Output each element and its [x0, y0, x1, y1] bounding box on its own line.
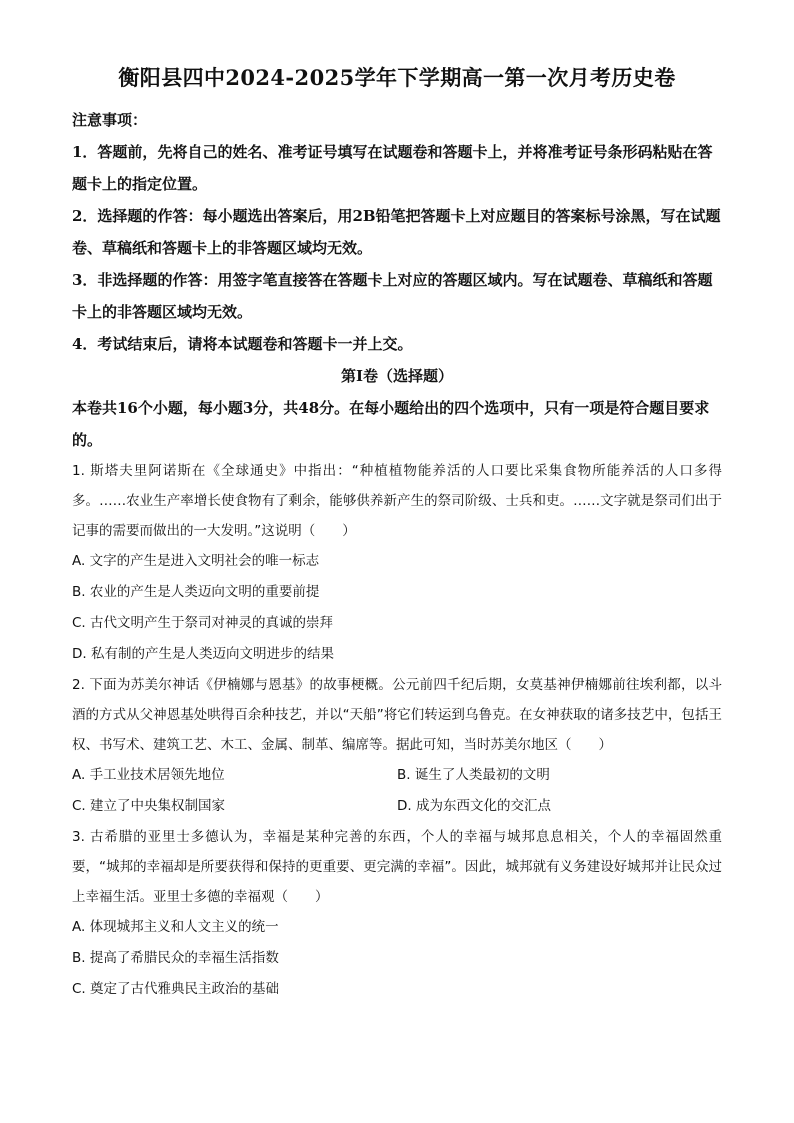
notice-item-1: 1．答题前，先将自己的姓名、准考证号填写在试题卷和答题卡上，并将准考证号条形码粘贴在答题卡上的指定位置。: [72, 143, 713, 193]
question-2: [72, 670, 722, 822]
option-d: D. 私有制的产生是人类迈向文明进步的结果: [72, 646, 334, 662]
option-c: C. 建立了中央集权制国家: [72, 798, 226, 814]
option-c: C. 古代文明产生于祭司对神灵的真诚的崇拜: [72, 615, 334, 631]
option-row: [72, 791, 722, 822]
option-row: [72, 760, 722, 791]
question-stem: 3. 古希腊的亚里士多德认为，幸福是某种完善的东西，个人的幸福与城邦息息相关，个人的幸福固然重要，“城邦的幸福却是所要获得和保持的更重要、更完满的幸福”。因此，城邦就有义务建设好城邦并让民众过上幸福生活。亚里士多德的幸福观（ ）: [72, 829, 722, 905]
option-b: B. 提高了希腊民众的幸福生活指数: [72, 950, 279, 966]
notice-heading: 注意事项：: [72, 111, 148, 129]
notice-item-2: 2．选择题的作答：每小题选出答案后，用2B铅笔把答题卡上对应题目的答案标号涂黑，写在试题卷、草稿纸和答题卡上的非答题区域均无效。: [72, 207, 721, 257]
section-title: 第Ⅰ卷（选择题）: [340, 367, 454, 385]
page-title: 衡阳县四中2024-2025学年下学期高一第一次月考历史卷: [118, 65, 676, 90]
exam-page: [72, 62, 722, 1005]
question-stem: 2. 下面为苏美尔神话《伊楠娜与恩基》的故事梗概。公元前四千纪后期，女莫基神伊楠娜前往埃利都，以斗酒的方式从父神恩基处哄得百余种技艺，并以“天船”将它们转运到乌鲁克。在女神获取的诸多技艺中，包括王权、书写术、建筑工艺、木工、金属、制革、编席等。据此可知，当时苏美尔地区（ ）: [72, 677, 722, 753]
option-a: A. 手工业技术居领先地位: [72, 767, 225, 783]
question-1: [72, 456, 722, 670]
option-b: B. 诞生了人类最初的文明: [397, 767, 550, 783]
option-c: C. 奠定了古代雅典民主政治的基础: [72, 981, 280, 997]
question-stem: 1. 斯塔夫里阿诺斯在《全球通史》中指出：“种植植物能养活的人口要比采集食物所能养活的人口多得多。……农业生产率增长使食物有了剩余，能够供养新产生的祭司阶级、士兵和吏。……文字就是祭司们出于记事的需要而做出的一大发明。”这说明（ ）: [72, 463, 722, 539]
question-3: [72, 822, 722, 1005]
option-a: A. 文字的产生是进入文明社会的唯一标志: [72, 553, 320, 569]
section-intro: 本卷共16个小题，每小题3分，共48分。在每小题给出的四个选项中，只有一项是符合题目要求的。: [72, 399, 710, 449]
option-a: A. 体现城邦主义和人文主义的统一: [72, 919, 279, 935]
option-b: B. 农业的产生是人类迈向文明的重要前提: [72, 584, 320, 600]
notice-item-3: 3．非选择题的作答：用签字笔直接答在答题卡上对应的答题区域内。写在试题卷、草稿纸和答题卡上的非答题区域均无效。: [72, 271, 713, 321]
option-d: D. 成为东西文化的交汇点: [397, 798, 551, 814]
notice-item-4: 4．考试结束后，请将本试题卷和答题卡一并上交。: [72, 335, 413, 353]
